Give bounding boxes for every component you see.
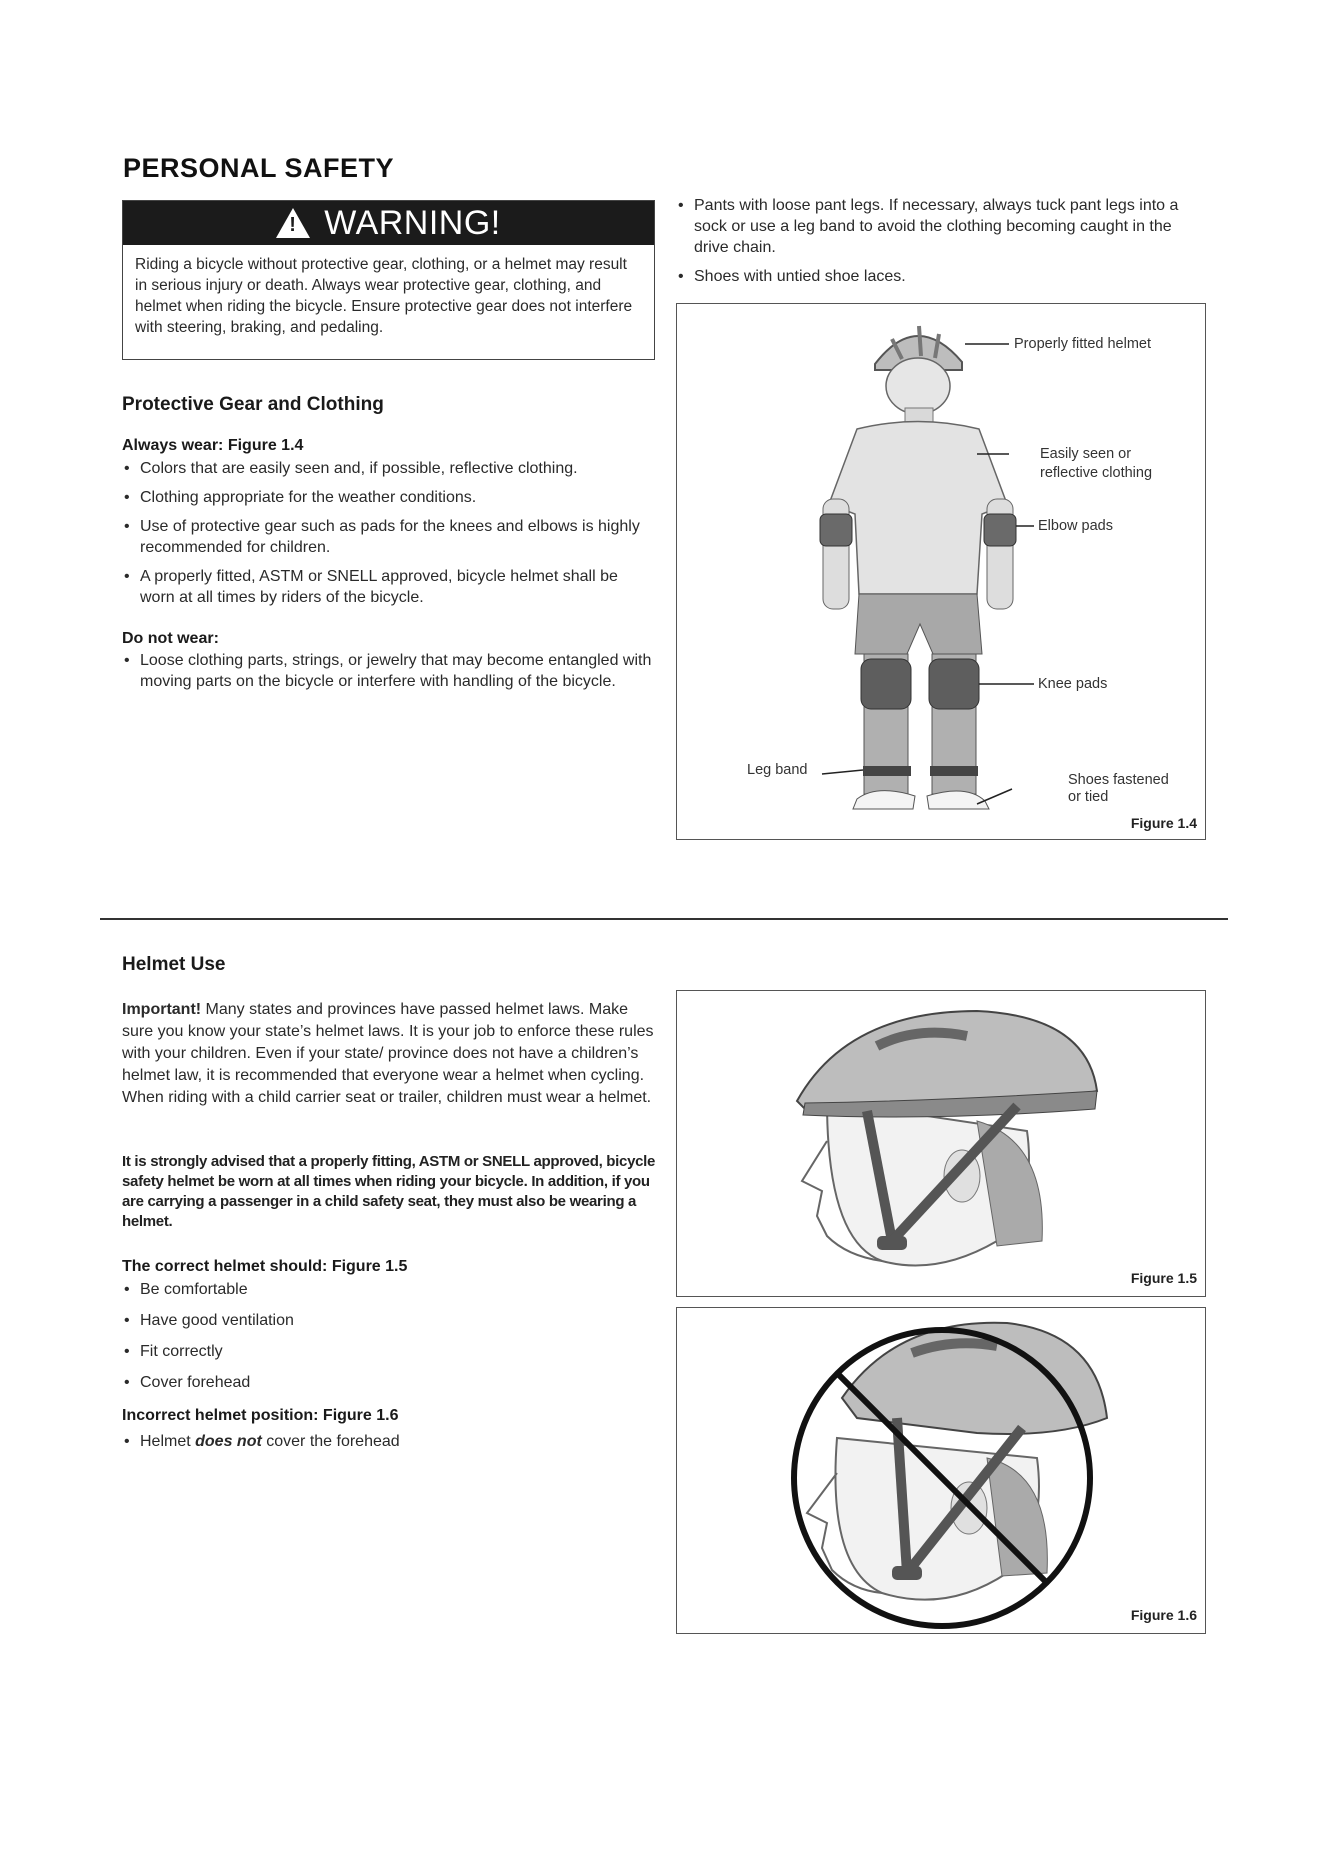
correct-helmet-list [122, 1279, 522, 1403]
section-title: PERSONAL SAFETY [123, 153, 395, 183]
emphasis-does-not: does not [195, 1433, 262, 1450]
label-helmet: Properly fitted helmet [1014, 336, 1152, 352]
list-item: • A properly fitted, ASTM or SNELL approved, bicycle helmet shall be worn at all times by riders of the bicycle. [122, 566, 652, 608]
warning-text: Riding a bicycle without protective gear, clothing, or a helmet may result in serious injury or death. Always wear protective gear, clothing, and helmet when riding the bicycle. Ensure protective gear does not interfere with steering, braking, and pedaling. [135, 256, 633, 336]
label-clothing-line-1: Easily seen or [1040, 446, 1132, 462]
figure-1-5 [676, 990, 1206, 1297]
figure-caption: Figure 1.6 [1130, 1607, 1197, 1623]
warning-header [123, 201, 654, 245]
do-not-wear-list-continued [676, 195, 1206, 295]
list-item: • Have good ventilation [122, 1310, 522, 1331]
important-label: Important! [122, 1001, 202, 1018]
always-wear-heading: Always wear: Figure 1.4 [122, 437, 304, 454]
section-divider [100, 918, 1228, 920]
child-with-protective-gear-illustration [677, 304, 1205, 839]
list-item: • Colors that are easily seen and, if possible, reflective clothing. [122, 458, 652, 479]
label-shoes-line-2: or tied [1068, 789, 1109, 805]
list-item: • Fit correctly [122, 1341, 522, 1362]
correct-helmet-heading: The correct helmet should: Figure 1.5 [122, 1258, 408, 1275]
label-shoes-line-1: Shoes fastened [1068, 772, 1169, 788]
label-elbow-pads: Elbow pads [1038, 518, 1113, 534]
warning-title: WARNING! [324, 203, 501, 242]
correct-helmet-illustration [677, 991, 1205, 1296]
figure-caption: Figure 1.4 [1130, 815, 1197, 831]
label-knee-pads: Knee pads [1038, 676, 1108, 692]
list-item: • Clothing appropriate for the weather conditions. [122, 487, 652, 508]
incorrect-helmet-illustration [677, 1308, 1205, 1633]
protective-heading: Protective Gear and Clothing [122, 394, 384, 415]
incorrect-helmet-heading: Incorrect helmet position: Figure 1.6 [122, 1407, 399, 1424]
list-item: • Pants with loose pant legs. If necessary, always tuck pant legs into a sock or use a leg band to avoid the clothing becoming caught in the drive chain. [676, 195, 1206, 258]
incorrect-helmet-list [122, 1431, 522, 1460]
figure-1-6 [676, 1307, 1206, 1634]
list-item: • Cover forehead [122, 1372, 522, 1393]
label-clothing-line-2: reflective clothing [1040, 465, 1153, 481]
warning-triangle-icon: ! [276, 208, 310, 238]
list-item: • Use of protective gear such as pads for the knees and elbows is highly recommended for children. [122, 516, 652, 558]
important-text: Many states and provinces have passed helmet laws. Make sure you know your state’s helmet laws. It is your job to enforce these rules with your children. Even if your state/ province does not have a children’s helmet law, it is recommended that everyone wear a helmet when cycling. When riding with a child carrier seat or trailer, children must wear a helmet. [122, 1001, 654, 1106]
list-item: • Helmet does not cover the forehead [122, 1431, 522, 1452]
list-item: • Shoes with untied shoe laces. [676, 266, 1206, 287]
list-item: • Be comfortable [122, 1279, 522, 1300]
always-wear-list [122, 458, 652, 616]
label-leg-band: Leg band [747, 762, 808, 778]
helmet-use-heading: Helmet Use [122, 954, 226, 975]
figure-caption: Figure 1.5 [1130, 1270, 1197, 1286]
do-not-wear-heading: Do not wear: [122, 630, 219, 647]
strongly-advised-paragraph: It is strongly advised that a properly fitting, ASTM or SNELL approved, bicycle safety helmet be worn at all times when riding your bicycle. In addition, if you are carrying a passenger in a child safety seat, they must also be wearing a helmet. [122, 1153, 656, 1230]
warning-box [122, 200, 655, 360]
figure-1-4 [676, 303, 1206, 840]
list-item: • Loose clothing parts, strings, or jewelry that may become entangled with moving parts on the bicycle or interfere with handling of the bicycle. [122, 650, 652, 692]
do-not-wear-list [122, 650, 652, 700]
important-paragraph [122, 999, 662, 1109]
